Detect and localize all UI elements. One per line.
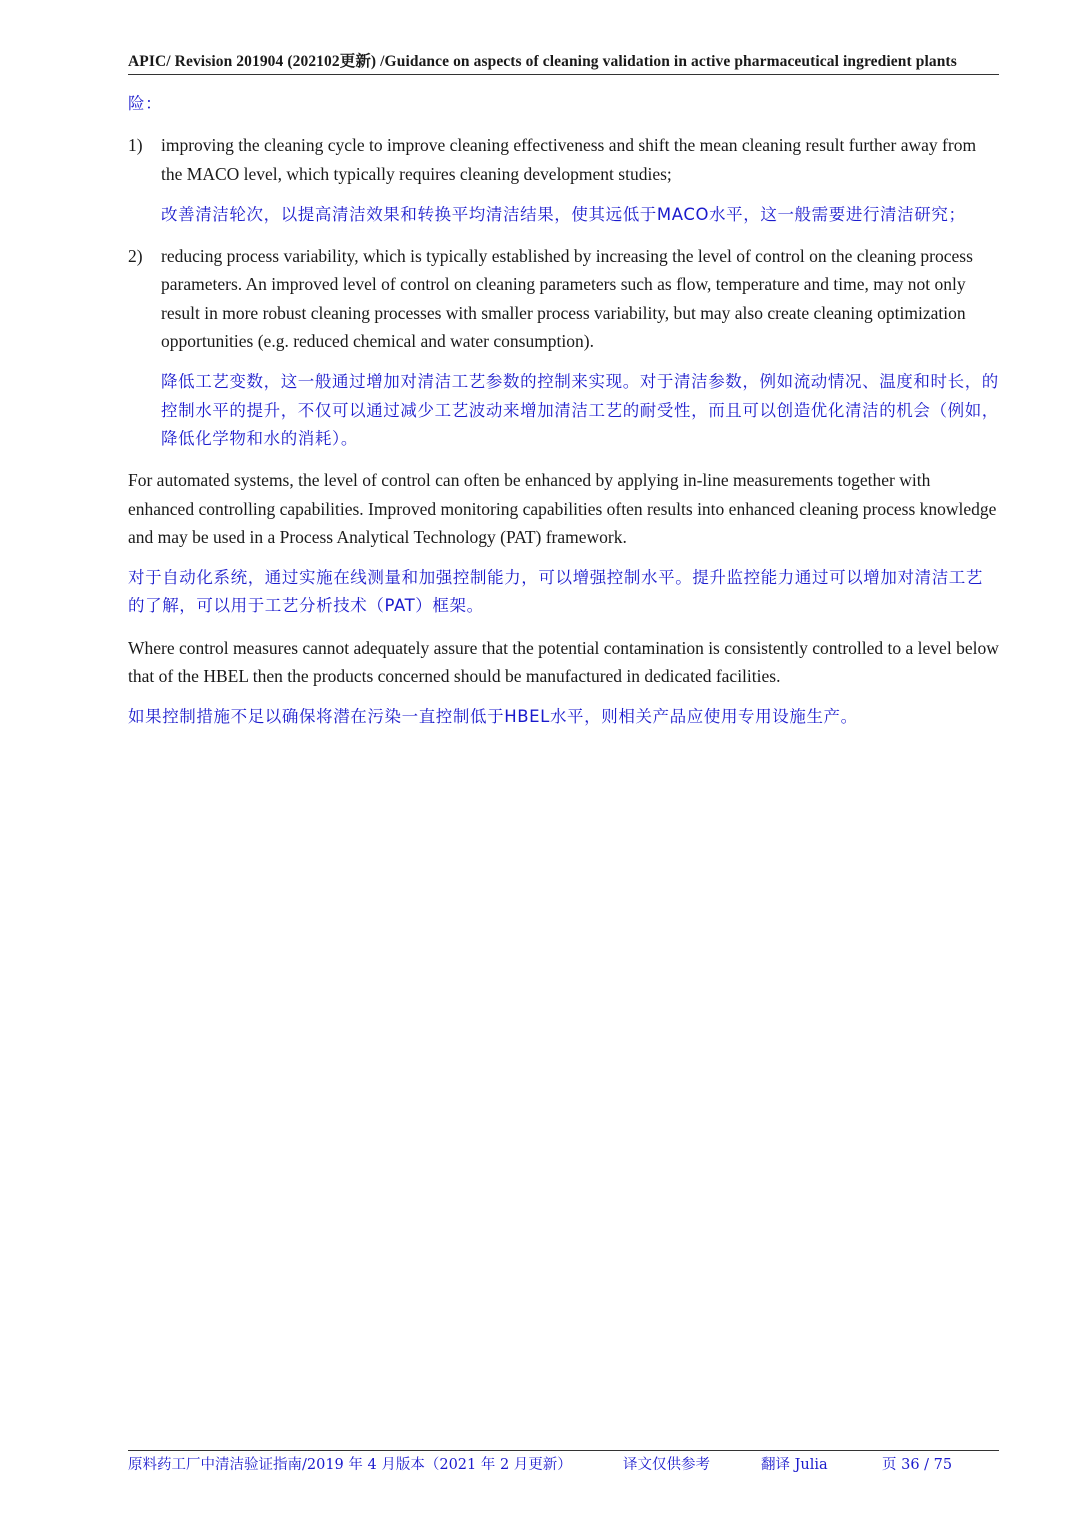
page-header-title: APIC/ Revision 201904 (202102更新) /Guidance on aspects of cleaning validation in active pharmaceutical ingredient plants xyxy=(128,53,957,70)
intro-cn-text: 险： xyxy=(128,94,163,113)
list-number: 2) xyxy=(128,246,143,267)
list-item-en-text: reducing process variability, which is typically established by increasing the level of control on the cleaning process parameters. An improved level of control on cleaning parameters such as flow, temperature and time, may not only result in more robust cleaning processes with smaller process variability, but may also create cleaning optimization opportunities (e.g. reduced chemical and water consumption). xyxy=(161,246,973,352)
list-item-cn-text: 改善清洁轮次，以提高清洁效果和转换平均清洁结果，使其远低于MACO水平，这一般需要进行清洁研究； xyxy=(161,204,966,224)
footer-translator: 翻译 Julia xyxy=(761,1457,828,1473)
list-item-en-text: improving the cleaning cycle to improve cleaning effectiveness and shift the mean cleaning result further away from the MACO level, which typically requires cleaning development studies; xyxy=(161,135,977,184)
list-item-cn-text: 降低工艺变数，这一般通过增加对清洁工艺参数的控制来实现。对于清洁参数，例如流动情况、温度和时长，的控制水平的提升，不仅可以通过减少工艺波动来增加清洁工艺的耐受性，而且可以创造优化清洁的机会（例如，降低化学物和水的消耗）。 xyxy=(161,372,999,448)
footer-doc-title: 原料药工厂中清洁验证指南/2019 年 4 月版本（2021 年 2 月更新） xyxy=(128,1457,572,1473)
header-divider xyxy=(128,74,999,75)
paragraph-en-automated: For automated systems, the level of control can often be enhanced by applying in-line measurements together with enhanced controlling capabilities. Improved monitoring capabilities often results into enhanced cleaning process knowledge and may be used in a Process Analytical Technology (PAT) framework. xyxy=(128,470,997,547)
page-body xyxy=(128,90,999,745)
list-item-1 xyxy=(128,131,999,188)
footer-divider xyxy=(128,1450,999,1451)
list-number: 1) xyxy=(128,135,143,156)
footer-note: 译文仅供参考 xyxy=(623,1457,710,1473)
list-item-2 xyxy=(128,242,999,355)
paragraph-cn-dedicated: 如果控制措施不足以确保将潜在污染一直控制低于HBEL水平，则相关产品应使用专用设施生产。 xyxy=(128,707,858,727)
paragraph-cn-automated: 对于自动化系统，通过实施在线测量和加强控制能力，可以增强控制水平。提升监控能力通过可以增加对清洁工艺的了解，可以用于工艺分析技术（PAT）框架。 xyxy=(128,568,983,616)
page-footer xyxy=(128,1454,999,1476)
paragraph-en-dedicated: Where control measures cannot adequately assure that the potential contamination is consistently controlled to a level below that of the HBEL then the products concerned should be manufactured in dedicated facilities. xyxy=(128,637,999,687)
footer-page-number: 页 36 / 75 xyxy=(882,1457,953,1473)
